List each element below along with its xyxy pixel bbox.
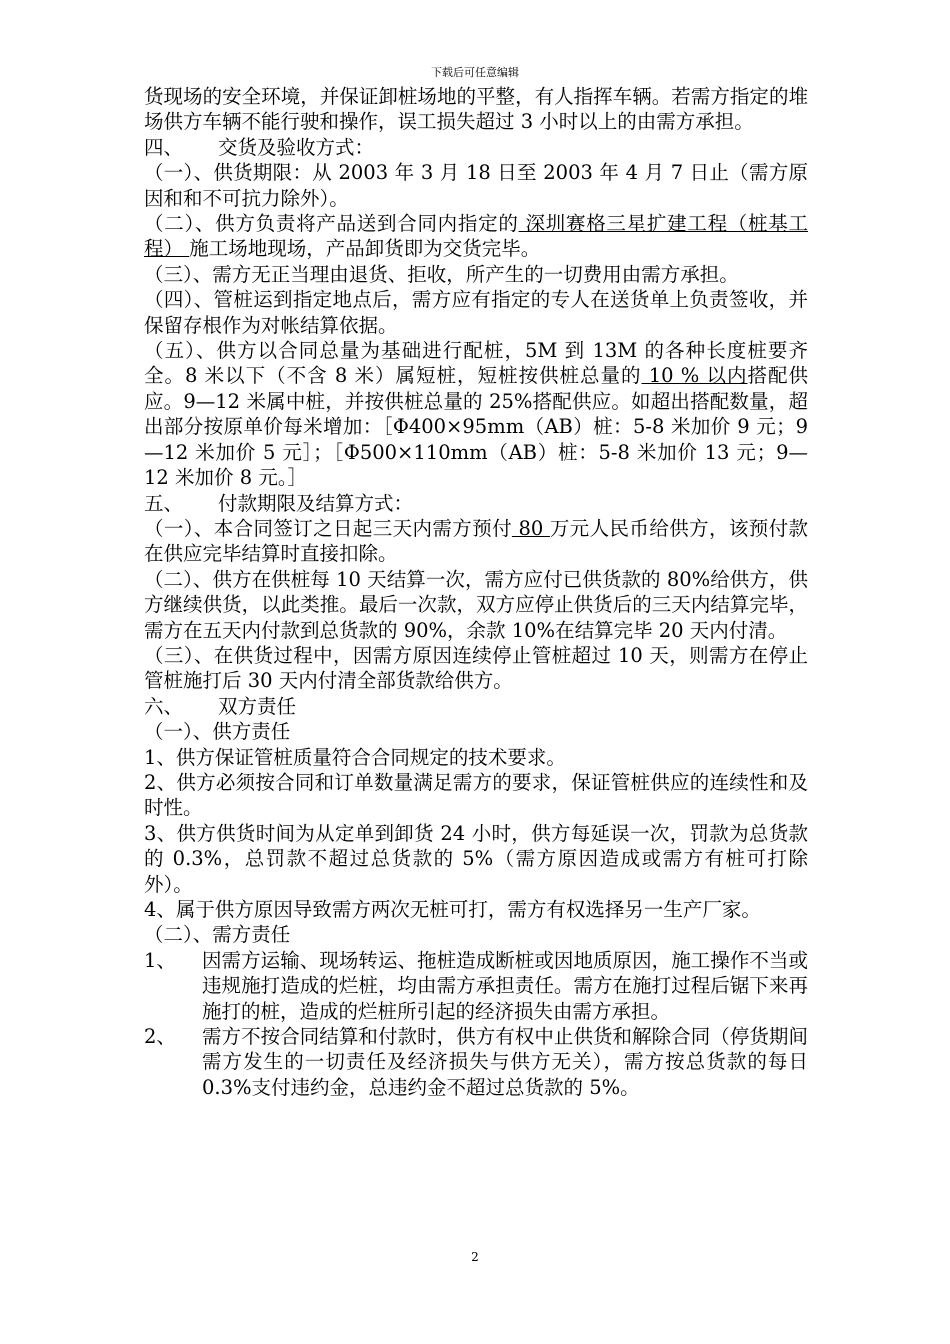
item-text: 需方不按合同结算和付款时，供方有权中止供货和解除合同（停货期间需方发生的一切责任及经济损失与供方无关），需方按总货款的每日 0.3%支付违约金，总违约金不超过总货款的 5%。 <box>202 1025 808 1099</box>
page-number: 2 <box>471 1250 479 1264</box>
clause-4-3: （三）、需方无正当理由退货、拒收，所产生的一切费用由需方承担。 <box>144 262 739 286</box>
amount-underlined: 80 <box>511 516 550 540</box>
clause-5-3: （三）、在供货过程中，因需方原因连续停止管桩超过 10 天，则需方在停止管桩施打后 30 天内付清全部货款给供方。 <box>144 643 808 693</box>
section-heading-5 <box>144 491 808 516</box>
item-number: 2、 <box>144 1025 176 1049</box>
project-name-underlined: 深圳赛格三星扩建工程（桩基工程） <box>144 212 808 261</box>
clause-text: 搭配供应。9—12 米属中桩，并按供桩总量的 25%搭配供应。如超出搭配数量，超出部分按原单价每米增加：［Φ400×95mm（AB）桩：5-8 米加价 9 元；9—12 米加价 5 元］；［Φ500×110mm（AB）桩：5-8 米加价 13 元；9—12 米加价 8 元。］ <box>144 364 808 490</box>
paragraph: 货现场的安全环境，并保证卸桩场地的平整，有人指挥车辆。若需方指定的堆场供方车辆不能行驶和操作，误工损失超过 3 小时以上的由需方承担。 <box>144 85 808 134</box>
clause-6-1-1: 1、供方保证管桩质量符合合同规定的技术要求。 <box>144 745 566 769</box>
section-heading-6 <box>144 694 808 719</box>
subsection-title: （一）、供方责任 <box>144 720 291 744</box>
section-number: 五、 <box>144 491 184 515</box>
clause-6-1-3: 3、供方供货时间为从定单到卸货 24 小时，供方每延误一次，罚款为总货款的 0.3%，总罚款不超过总货款的 5%（需方原因造成或需方有桩可打除外）。 <box>144 821 808 896</box>
document-body <box>144 84 808 1100</box>
section-number: 六、 <box>144 694 184 718</box>
page-header: 下载后可任意编辑 <box>431 66 519 79</box>
clause-4-1: （一）、供货期限：从 2003 年 3 月 18 日至 2003 年 4 月 7 日止（需方原因和和不可抗力除外）。 <box>144 161 808 210</box>
clause-4-5 <box>144 338 808 490</box>
clause-5-2: （二）、供方在供桩每 10 天结算一次，需方应付已供货款的 80%给供方，供方继续供货，以此类推。最后一次款，双方应停止供货后的三天内结算完毕，需方在五天内付款到总货款的 90%，余款 10%在结算完毕 20 天内付清。 <box>144 567 808 642</box>
item-text: 因需方运输、现场转运、拖桩造成断桩或因地质原因，施工操作不当或违规施打造成的烂桩，均由需方承担责任。需方在施打过程后锯下来再施打的桩，造成的烂桩所引起的经济损失由需方承担。 <box>202 948 808 1023</box>
clause-text: （二）、供方负责将产品送到合同内指定的 <box>144 212 519 236</box>
clause-6-2-2 <box>144 1024 808 1100</box>
clause-6-1-4: 4、属于供方原因导致需方两次无桩可打，需方有权选择另一生产厂家。 <box>144 898 761 921</box>
clause-text: （五）、供方以合同总量为基础进行配桩，5M 到 13M 的各种长度桩要齐全。8 米以下（不含 8 米）属短桩，短桩按供桩总量的 <box>144 339 808 388</box>
clause-text: 施工场地现场，产品卸货即为交货完毕。 <box>189 237 541 261</box>
clause-6-2-1 <box>144 948 808 1024</box>
clause-5-1 <box>144 516 808 567</box>
clause-4-2 <box>144 211 808 262</box>
clause-6-1-2: 2、供方必须按合同和订单数量满足需方的要求，保证管桩供应的连续性和及时性。 <box>144 770 808 820</box>
clause-text: （一）、本合同签订之日起三天内需方预付 <box>144 516 512 540</box>
clause-4-4: （四）、管桩运到指定地点后，需方应有指定的专人在送货单上负责签收，并保留存根作为对帐结算依据。 <box>144 288 808 337</box>
section-heading-4 <box>144 135 808 160</box>
item-number: 1、 <box>144 948 176 972</box>
section-title: 交货及验收方式： <box>218 135 375 159</box>
percentage-underlined: 10 % 以内 <box>641 364 748 388</box>
subsection-title: （二）、需方责任 <box>144 923 291 947</box>
section-title: 付款期限及结算方式： <box>218 491 414 515</box>
section-title: 双方责任 <box>218 694 297 718</box>
clause-text: 万元人民币给供方，该预付款在供应完毕结算时直接扣除。 <box>144 516 808 566</box>
section-number: 四、 <box>144 135 184 159</box>
